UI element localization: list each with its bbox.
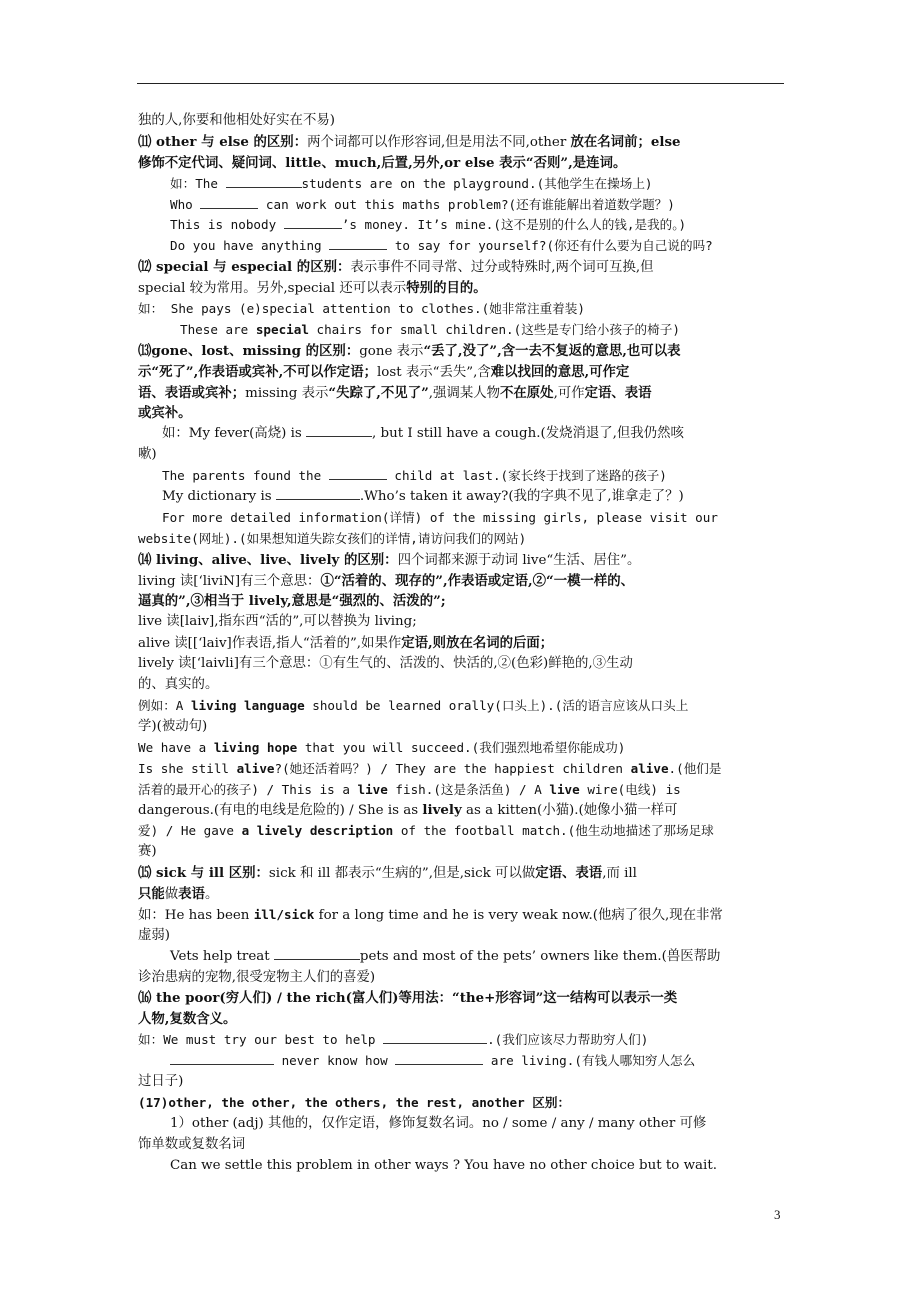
text: ,可作	[553, 385, 585, 401]
text: Is she still	[138, 760, 237, 776]
text: Vets help treat	[170, 948, 274, 964]
section-15-heading	[138, 863, 786, 884]
text: lively 读[‘laivli]有三个意思：①有生气的、活泼的、快活的,②(色彩)鲜艳的,③生动	[138, 656, 633, 672]
fill-blank	[329, 467, 387, 480]
text: website(网址).(如果想知道失踪女孩们的详情,请访问我们的网站)	[138, 530, 527, 546]
text: Who	[170, 196, 201, 212]
fill-blank	[383, 1031, 487, 1044]
text-line	[138, 926, 786, 947]
text: 表示事件不同寻常、过分或特殊时,两个词可互换,但	[350, 260, 654, 276]
text-line	[138, 1072, 786, 1093]
fill-blank	[226, 175, 302, 188]
text: “失踪了,不见了”	[328, 384, 429, 401]
fill-blank	[276, 487, 360, 500]
text: 如：He has been	[138, 907, 254, 923]
text-line	[138, 571, 786, 592]
text: 难以找回的意思,可作定	[490, 363, 630, 380]
example-line	[138, 780, 786, 801]
fill-blank	[306, 424, 372, 437]
fill-blank	[170, 1052, 274, 1065]
text-line	[138, 362, 786, 383]
section-12-heading	[138, 257, 786, 278]
example-line	[138, 1156, 786, 1177]
text: 虚弱)	[138, 927, 171, 943]
text: 不在原处	[500, 384, 554, 401]
text: 赛)	[138, 844, 157, 860]
text-line	[138, 842, 786, 863]
text-line	[138, 278, 786, 299]
example-line	[138, 508, 786, 529]
text: that you will succeed.(我们强烈地希望你能成功)	[297, 739, 626, 755]
example-line	[138, 821, 786, 842]
text: to say for yourself?(你还有什么要为自己说的吗?	[387, 238, 713, 254]
text: child at last.(家长终于找到了迷路的孩子)	[386, 468, 667, 484]
fill-blank	[329, 237, 387, 250]
section-title: ⒃ the poor(穷人们) / the rich(富人们)等用法：“the+形容词”这一结构可以表示一类	[138, 990, 678, 1007]
text: 1）other (adj) 其他的，仅作定语，修饰复数名词。no / some / any / many other 可修	[170, 1115, 707, 1131]
text: 或宾补。	[138, 405, 192, 422]
text-line	[138, 717, 786, 738]
example-line	[138, 424, 786, 445]
text: .Who’s taken it away?(我的字典不见了,谁拿走了？)	[359, 489, 684, 505]
example-line	[138, 299, 786, 320]
text-line	[138, 529, 786, 550]
text: live 读[laiv],指东西“活的”,可以替换为 living;	[138, 614, 417, 630]
text: 四个词都来源于动词 live“生活、居住”。	[397, 552, 641, 568]
text: 做	[164, 886, 179, 902]
text-line	[138, 654, 786, 675]
fill-blank	[284, 216, 342, 229]
text: as a kitten(小猫).(她像小猫一样可	[461, 803, 678, 819]
text: 如： She pays (e)special attention to clothes.(她非常注重着装)	[138, 301, 585, 317]
text: alive	[630, 760, 669, 776]
text: 如：My fever(高烧) is	[162, 426, 306, 442]
text: 例如：A	[138, 697, 191, 713]
text: 示“死了”,作表语或宾补,不可以作定语；	[138, 363, 377, 380]
text: 两个词都可以作形容词,但是用法不同,other	[307, 134, 571, 150]
text: 过日子)	[138, 1073, 184, 1089]
text: should be learned orally(口头上).(活的语言应该从口头上	[304, 697, 689, 713]
text-line	[138, 591, 786, 612]
text: Can we settle this problem in other ways ? You have no other choice but to wait.	[170, 1157, 717, 1173]
text: These are	[180, 321, 256, 337]
example-line	[138, 905, 786, 926]
text: For more detailed information(详情) of the missing girls, please visit our	[162, 509, 718, 525]
text: of the football match.(他生动地描述了那场足球	[393, 823, 714, 839]
text: 如：The	[170, 175, 226, 191]
section-title: ⑾ other 与 else 的区别：	[138, 133, 308, 150]
text: Do you have anything	[170, 238, 330, 254]
fill-blank	[200, 196, 258, 209]
text: living language	[190, 697, 305, 713]
text: 独的人,你要和他相处好实在不易)	[138, 113, 335, 128]
text: gone 表示	[359, 343, 424, 359]
text: The parents found the	[162, 468, 329, 484]
text: 语、表语或宾补；	[138, 384, 246, 401]
text: We have a	[138, 739, 214, 755]
text: 定语、表语	[535, 865, 603, 882]
text-line	[138, 884, 786, 905]
text: never know how	[274, 1053, 396, 1069]
example-line	[138, 1030, 786, 1051]
text-line	[138, 403, 786, 424]
section-title: ⒂ sick 与 ill 区别：	[138, 865, 269, 882]
text: 人物,复数含义。	[138, 1011, 237, 1028]
text: ,而 ill	[602, 866, 637, 882]
text: ill/sick	[253, 906, 315, 922]
fill-blank	[395, 1052, 483, 1065]
text: living 读[‘liviN]有三个意思：	[138, 573, 321, 589]
text: 活着的最开心的孩子) / This is a	[138, 781, 358, 797]
text: 。	[204, 886, 219, 902]
example-line	[138, 738, 786, 759]
text: pets and most of the pets’ owners like them.(兽医帮助	[359, 948, 721, 964]
text: ’s money. It’s mine.(这不是别的什么人的钱,是我的。)	[341, 217, 687, 233]
text: , but I still have a cough.(发烧消退了,但我仍然咳	[371, 426, 684, 442]
example-line	[138, 320, 786, 341]
section-title: ⒁ living、alive、live、lively 的区别：	[138, 551, 398, 568]
text: 特别的目的。	[406, 280, 487, 297]
section-13-heading	[138, 341, 786, 362]
text-line	[138, 445, 786, 466]
example-line	[138, 1051, 786, 1072]
text: 只能	[138, 885, 165, 902]
text: live	[357, 781, 388, 797]
text: are living.(有钱人哪知穷人怎么	[483, 1053, 696, 1069]
text: ①“活着的、现存的”,作表语或定语,②“一模一样的、	[320, 572, 635, 589]
page-number: 3	[774, 1207, 781, 1222]
text: 修饰不定代词、疑问词、little、much,后置,另外,or else 表示“否则”,是连词。	[138, 154, 627, 171]
text: live	[549, 781, 580, 797]
text: can work out this maths problem?(还有谁能解出着道数学题？)	[258, 196, 675, 212]
text-line	[138, 111, 786, 132]
text: .(他们是	[668, 760, 722, 776]
text: for a long time and he is very weak now.(他病了很久,现在非常	[314, 907, 723, 923]
example-line	[138, 759, 786, 780]
text: 学)(被动句)	[138, 718, 208, 734]
example-line	[138, 236, 786, 257]
text: My dictionary is	[162, 489, 276, 505]
text-line	[138, 968, 786, 989]
text-line	[138, 675, 786, 696]
text: 嗽)	[138, 447, 157, 463]
text: wire(电线) is	[579, 781, 681, 797]
header-rule	[137, 83, 784, 84]
text-line	[138, 1009, 786, 1030]
text-line	[138, 1114, 786, 1135]
example-line	[138, 215, 786, 236]
text: 表语	[178, 885, 205, 902]
section-title: (17)other, the other, the others, the rest, another 区别：	[138, 1094, 571, 1110]
text-line	[138, 383, 786, 404]
text: 的、真实的。	[138, 677, 219, 693]
section-14-heading	[138, 550, 786, 571]
text: 如：We must try our best to help	[138, 1032, 384, 1048]
text: .(我们应该尽力帮助穷人们)	[487, 1032, 649, 1048]
text: 爱) / He gave	[138, 823, 242, 839]
fill-blank	[274, 947, 360, 960]
example-line	[138, 174, 786, 195]
text: 逼真的”,③相当于 lively,意思是“强烈的、活泼的”;	[138, 593, 446, 610]
text: 定语,则放在名词的后面；	[401, 635, 554, 652]
text-line	[138, 612, 786, 633]
section-title: ⒀gone、lost、missing 的区别：	[138, 342, 360, 359]
text: a lively description	[241, 823, 394, 839]
example-line	[138, 947, 786, 968]
example-line	[138, 195, 786, 216]
text: ,强调某人物	[428, 385, 501, 401]
text-line	[138, 633, 786, 654]
example-line	[138, 487, 786, 508]
text: ?(她还活着吗？) / They are the happiest children	[274, 760, 631, 776]
text-line	[138, 153, 786, 174]
example-line	[138, 466, 786, 487]
text: sick 和 ill 都表示“生病的”,但是,sick 可以做	[268, 866, 536, 882]
text-line	[138, 1135, 786, 1156]
section-11-heading	[138, 132, 786, 153]
text: special	[255, 321, 309, 337]
text: lively	[422, 802, 462, 819]
document-page	[138, 111, 786, 1176]
text: 饰单数或复数名词	[138, 1136, 246, 1152]
text: “丢了,没了”,含一去不复返的意思,也可以表	[423, 342, 681, 359]
text: living hope	[213, 739, 298, 755]
text: 放在名词前；else	[570, 133, 681, 150]
section-title: ⑿ special 与 especial 的区别：	[138, 259, 351, 276]
text: chairs for small children.(这些是专门给小孩子的椅子)	[308, 321, 680, 337]
example-line	[138, 800, 786, 821]
text: students are on the playground.(其他学生在操场上)	[301, 175, 653, 191]
text: fish.(这是条活鱼) / A	[387, 781, 550, 797]
section-16-heading	[138, 988, 786, 1009]
text: dangerous.(有电的电线是危险的) / She is as	[138, 803, 423, 819]
example-line	[138, 696, 786, 717]
text: 定语、表语	[584, 384, 652, 401]
section-17-heading	[138, 1093, 786, 1114]
text: 诊治患病的宠物,很受宠物主人们的喜爱)	[138, 969, 376, 985]
text: alive	[236, 760, 275, 776]
text: special 较为常用。另外,special 还可以表示	[138, 281, 407, 297]
text: lost 表示“丢失”,含	[376, 364, 491, 380]
text: alive 读[[‘laiv]作表语,指人“活着的”,如果作	[138, 636, 402, 652]
text: This is nobody	[170, 217, 284, 233]
text: missing 表示	[245, 385, 329, 401]
